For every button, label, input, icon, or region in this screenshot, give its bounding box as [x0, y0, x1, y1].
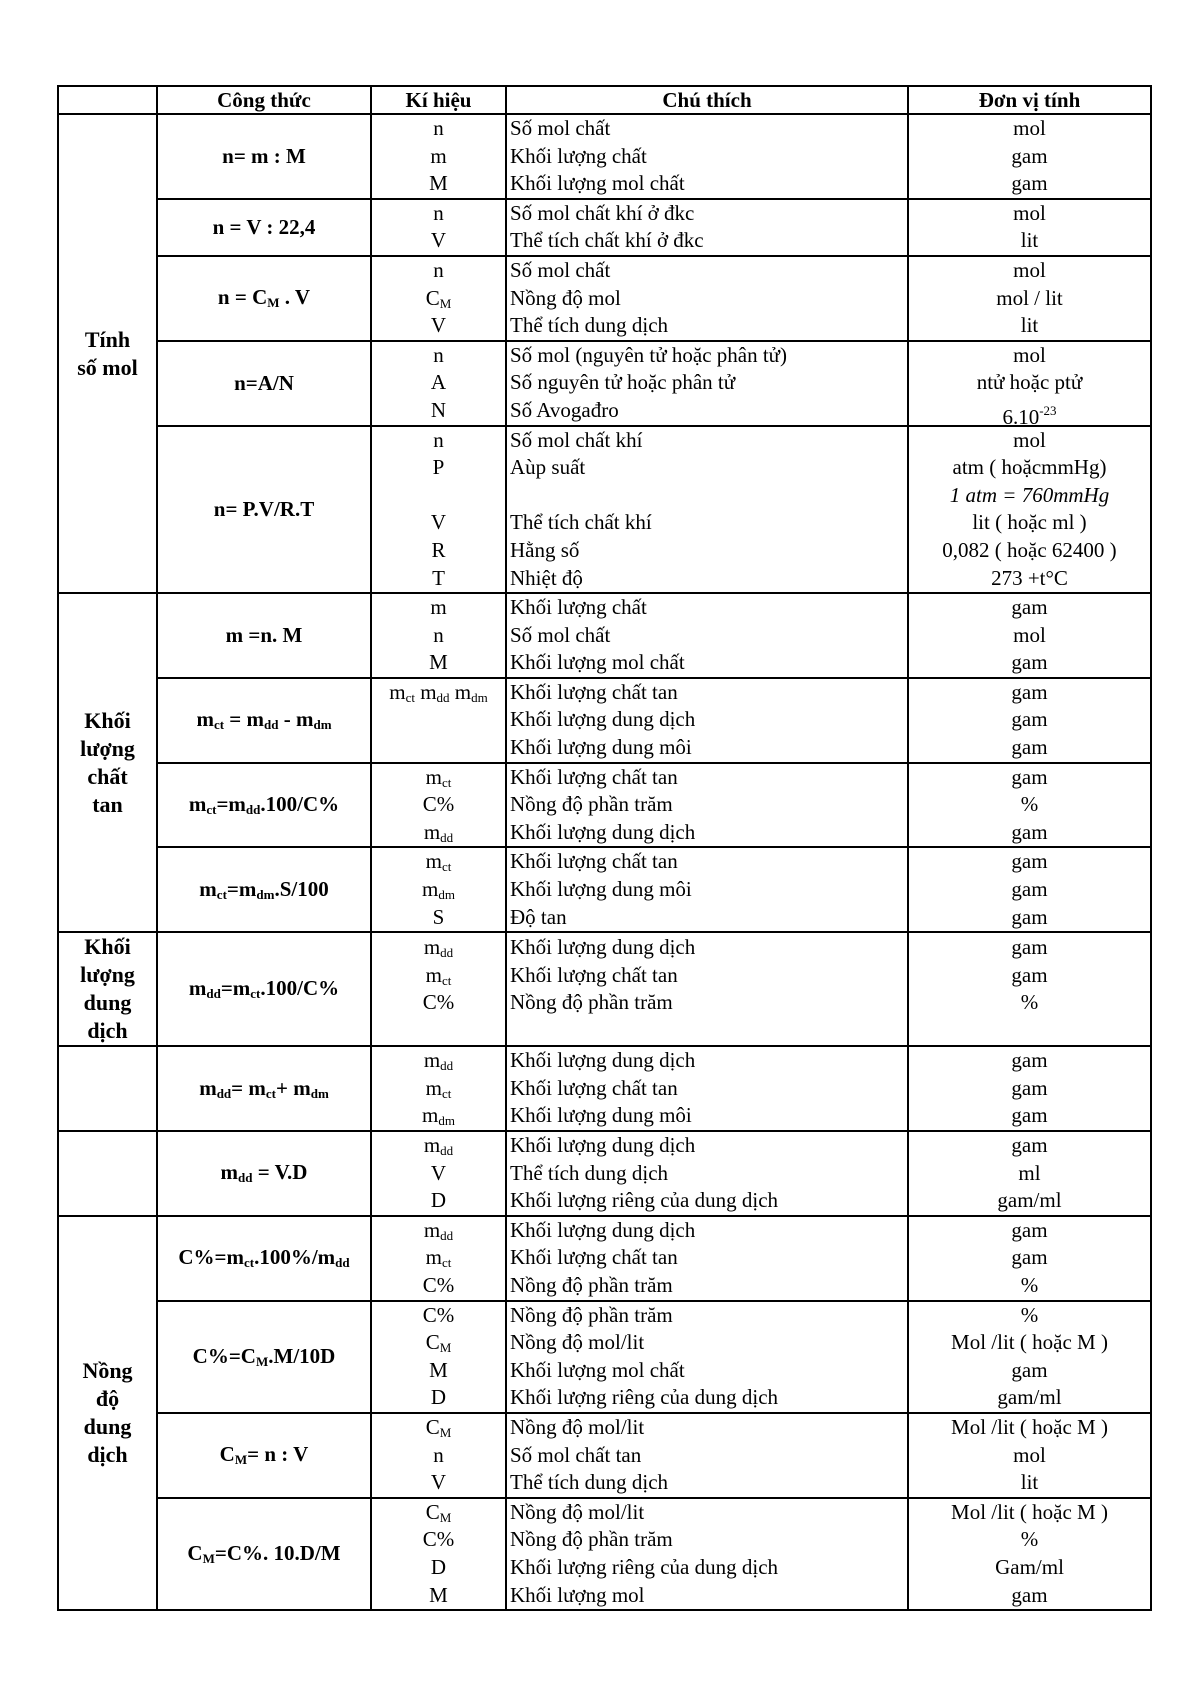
note-line: Khối lượng chất tan: [510, 679, 678, 704]
unit-line: gam: [1011, 1357, 1048, 1382]
note-line: Khối lượng mol chất: [510, 650, 685, 675]
note-line: Khối lượng chất tan: [510, 962, 678, 987]
symbol-line: $m_{ct}$: [425, 1075, 452, 1101]
symbol-line: $m_{dd}$: [423, 1217, 454, 1243]
unit-line: ml: [1018, 1160, 1041, 1185]
section-title: [58, 1131, 157, 1216]
symbol-line: $m_{ct}$: [425, 962, 452, 988]
note-line: Khối lượng chất tan: [510, 1245, 678, 1270]
note-line: Khối lượng mol chất: [510, 1357, 685, 1382]
symbol-line: M: [429, 171, 448, 196]
note-line: Khối lượng riêng của dung dịch: [510, 1188, 779, 1213]
table-row: [58, 593, 1151, 678]
note-cell: [506, 199, 908, 256]
symbol-line: $m_{ct}$ $m_{dd}$ $m_{dm}$: [389, 679, 488, 705]
note-line: Khối lượng dung dịch: [510, 1048, 696, 1073]
symbol-line: $m_{dm}$: [422, 1103, 455, 1129]
note-line: Khối lượng mol: [510, 1582, 645, 1607]
table-body: [58, 114, 1151, 1610]
unit-line: gam: [1011, 171, 1048, 196]
unit-line: mol: [1013, 342, 1046, 367]
unit-line: gam: [1011, 1582, 1048, 1607]
unit-line: gam: [1011, 650, 1048, 675]
note-line: Số mol chất: [510, 257, 611, 282]
unit-line: lit: [1020, 313, 1039, 338]
symbol-line: R: [431, 537, 446, 562]
table-row: [58, 114, 1151, 199]
symbol-line: $m_{dd}$: [423, 1048, 454, 1074]
symbol-cell: [371, 1046, 506, 1131]
section-title: Khối lượng chất tan: [58, 593, 157, 932]
unit-line: mol: [1013, 116, 1046, 140]
unit-line: %: [1020, 1302, 1039, 1327]
note-line: Số mol chất: [510, 116, 611, 140]
note-line: Khối lượng chất: [510, 595, 647, 620]
note-cell: [506, 1131, 908, 1216]
note-line: Khối lượng dung môi: [510, 735, 692, 760]
unit-line: mol: [1013, 1442, 1046, 1467]
note-line: Thể tích dung dịch: [510, 1160, 669, 1185]
note-line: Khối lượng mol chất: [510, 171, 685, 196]
table-row: [58, 1131, 1151, 1216]
unit-line: gam: [1011, 819, 1048, 844]
symbol-line: m: [430, 143, 447, 168]
unit-cell: [908, 1413, 1151, 1498]
section-title: Khối lượng dung dịch: [58, 932, 157, 1046]
symbol-line: P: [432, 455, 445, 480]
symbol-line: $C_M$: [425, 1414, 452, 1440]
unit-line: mol: [1013, 427, 1046, 452]
formula-cell: $m_{ct} = m_{dd} - m_{dm}$: [157, 678, 371, 763]
note-cell: [506, 1498, 908, 1610]
symbol-cell: [371, 426, 506, 594]
unit-line: atm ( hoặcmmHg): [952, 455, 1107, 480]
symbol-line: $m_{ct}$: [425, 1245, 452, 1271]
unit-line: gam: [1011, 595, 1048, 620]
note-cell: [506, 114, 908, 199]
header-cell-formula: Công thức: [157, 86, 371, 114]
note-cell: [506, 341, 908, 426]
symbol-line: m: [430, 595, 447, 620]
unit-line: gam: [1011, 1133, 1048, 1157]
unit-line: %: [1020, 1272, 1039, 1297]
symbol-line: n: [433, 427, 444, 452]
unit-line: 273 +t°C: [991, 565, 1068, 590]
formula-cell: $C_M= n$ : V: [157, 1413, 371, 1498]
note-line: Số mol chất khí ở đkc: [510, 200, 695, 225]
symbol-line: D: [430, 1385, 447, 1410]
header-cell-symbol: Kí hiệu: [371, 86, 506, 114]
note-line: Khối lượng riêng của dung dịch: [510, 1385, 779, 1410]
unit-line: Mol /lit ( hoặc M ): [951, 1414, 1108, 1439]
note-cell: [506, 763, 908, 848]
unit-cell: [908, 763, 1151, 848]
note-line: Thể tích chất khí ở đkc: [510, 228, 704, 253]
symbol-line: n: [433, 257, 444, 282]
symbol-cell: [371, 114, 506, 199]
note-line: Nồng độ mol: [510, 285, 621, 310]
unit-cell: [908, 341, 1151, 426]
unit-line: $6.10^{-23}$: [1002, 402, 1057, 425]
table-row: [58, 1413, 1151, 1498]
note-line: Aùp suất: [510, 455, 586, 480]
symbol-cell: [371, 593, 506, 678]
unit-cell: [908, 593, 1151, 678]
symbol-line: $m_{ct}$: [425, 849, 452, 875]
unit-cell: [908, 256, 1151, 341]
note-line: [507, 482, 907, 510]
note-line: Nồng độ mol/lit: [510, 1414, 645, 1439]
note-line: Số mol chất: [510, 622, 611, 647]
note-line: Khối lượng dung dịch: [510, 935, 696, 960]
note-line: Nồng độ phần trăm: [510, 1302, 673, 1327]
table-row: [58, 1216, 1151, 1301]
formula-cell: $m_{ct}=m_{dd}.100/C\%$: [157, 763, 371, 848]
symbol-line: n: [433, 1442, 444, 1467]
note-line: Nồng độ phần trăm: [510, 792, 673, 817]
unit-line: %: [1020, 792, 1039, 817]
header-cell-note: Chú thích: [506, 86, 908, 114]
symbol-line: n: [433, 116, 444, 140]
symbol-line: M: [429, 650, 448, 675]
symbol-cell: [371, 847, 506, 932]
table-row: [58, 1301, 1151, 1413]
note-line: Khối lượng dung môi: [510, 1103, 692, 1128]
unit-line: Mol /lit ( hoặc M ): [951, 1499, 1108, 1524]
symbol-cell: [371, 932, 506, 1046]
unit-line: gam: [1011, 707, 1048, 732]
table-row: [58, 1046, 1151, 1131]
symbol-line: C%: [422, 990, 455, 1015]
note-line: Thể tích dung dịch: [510, 313, 669, 338]
symbol-line: M: [429, 1582, 448, 1607]
symbol-cell: [371, 1131, 506, 1216]
header-cell-blank: [58, 86, 157, 114]
symbol-line: S: [432, 904, 445, 929]
note-line: Khối lượng chất: [510, 143, 647, 168]
note-line: Khối lượng chất tan: [510, 764, 678, 789]
formula-cell: $m_{dd}= m_{ct}+ m_{dm}$: [157, 1046, 371, 1131]
formula-cell: $n = C_M$ . V: [157, 256, 371, 341]
section-title: Nồng độ dung dịch: [58, 1216, 157, 1610]
note-cell: [506, 1413, 908, 1498]
symbol-line: D: [430, 1188, 447, 1213]
note-line: Nồng độ phần trăm: [510, 1527, 673, 1552]
symbol-line: $m_{dm}$: [422, 877, 455, 903]
symbol-line: V: [430, 1160, 447, 1185]
unit-line: gam: [1011, 1048, 1048, 1073]
symbol-line: C%: [422, 1527, 455, 1552]
note-line: Khối lượng chất tan: [510, 849, 678, 874]
unit-line: gam/ml: [997, 1188, 1062, 1213]
symbol-line: n: [433, 200, 444, 225]
formula-cell: n= m : M: [157, 114, 371, 199]
symbol-line: V: [430, 228, 447, 253]
symbol-line: [372, 482, 505, 510]
symbol-line: n: [433, 342, 444, 367]
note-cell: [506, 593, 908, 678]
unit-line: lit: [1020, 1470, 1039, 1495]
note-cell: [506, 678, 908, 763]
formula-cell: $m_{dd}=m_{ct}.100/C\%$: [157, 932, 371, 1046]
symbol-line: $C_M$: [425, 1499, 452, 1525]
symbol-line: $m_{dd}$: [423, 935, 454, 961]
section-title: Tính số mol: [58, 114, 157, 593]
section-title: [58, 1046, 157, 1131]
note-line: Khối lượng dung môi: [510, 877, 692, 902]
unit-line: mol: [1013, 200, 1046, 225]
table-row: [58, 678, 1151, 763]
symbol-line: N: [430, 397, 447, 422]
unit-line: gam: [1011, 1103, 1048, 1128]
symbol-line: $m_{ct}$: [425, 764, 452, 790]
unit-line: [909, 1017, 1150, 1045]
formula-cell: n = V : 22,4: [157, 199, 371, 256]
note-line: Số mol chất khí: [510, 427, 643, 452]
symbol-line: n: [433, 622, 444, 647]
table-row: [58, 256, 1151, 341]
table-row: [58, 199, 1151, 256]
symbol-line: [372, 1017, 505, 1045]
unit-line: %: [1020, 1527, 1039, 1552]
unit-line: mol / lit: [996, 285, 1063, 310]
formula-cell: $C\%=C_M.M/10D$: [157, 1301, 371, 1413]
note-line: Nồng độ mol/lit: [510, 1499, 645, 1524]
symbol-cell: [371, 1301, 506, 1413]
symbol-line: C%: [422, 1272, 455, 1297]
symbol-cell: [371, 1498, 506, 1610]
symbol-cell: [371, 256, 506, 341]
note-line: Khối lượng dung dịch: [510, 1133, 696, 1157]
symbol-cell: [371, 199, 506, 256]
unit-cell: [908, 1216, 1151, 1301]
table-row: [58, 1498, 1151, 1610]
unit-line: 1 atm = 760mmHg: [949, 482, 1110, 507]
unit-line: gam: [1011, 1245, 1048, 1270]
unit-cell: [908, 1046, 1151, 1131]
unit-line: gam: [1011, 962, 1048, 987]
formula-cell: $C_M=C\%$. 10.D/M: [157, 1498, 371, 1610]
table-row: [58, 763, 1151, 848]
note-cell: [506, 256, 908, 341]
symbol-cell: [371, 1413, 506, 1498]
unit-cell: [908, 1301, 1151, 1413]
table-row: [58, 847, 1151, 932]
note-line: Thể tích dung dịch: [510, 1470, 669, 1495]
unit-cell: [908, 847, 1151, 932]
unit-line: %: [1020, 990, 1039, 1015]
note-line: Khối lượng riêng của dung dịch: [510, 1554, 779, 1579]
formula-cell: $m_{ct}=m_{dm}.S/100$: [157, 847, 371, 932]
note-cell: [506, 1301, 908, 1413]
symbol-line: D: [430, 1554, 447, 1579]
symbol-line: $C_M$: [425, 1330, 452, 1356]
symbol-line: $m_{dd}$: [423, 819, 454, 845]
note-cell: [506, 426, 908, 594]
unit-line: mol: [1013, 622, 1046, 647]
unit-line: gam: [1011, 849, 1048, 874]
note-line: Số nguyên tử hoặc phân tử: [510, 370, 736, 395]
symbol-line: [372, 734, 505, 762]
formula-cell: m =n. M: [157, 593, 371, 678]
unit-line: gam: [1011, 877, 1048, 902]
unit-line: gam: [1011, 735, 1048, 760]
unit-line: gam: [1011, 143, 1048, 168]
symbol-cell: [371, 678, 506, 763]
unit-cell: [908, 1131, 1151, 1216]
note-cell: [506, 932, 908, 1046]
note-cell: [506, 847, 908, 932]
note-cell: [506, 1046, 908, 1131]
unit-line: lit: [1020, 228, 1039, 253]
unit-line: Mol /lit ( hoặc M ): [951, 1330, 1108, 1355]
unit-line: gam/ml: [997, 1385, 1062, 1410]
table-header: [58, 86, 1151, 114]
note-line: Hằng số: [510, 537, 580, 562]
note-line: Khối lượng dung dịch: [510, 707, 696, 732]
note-line: Số Avogađro: [510, 397, 619, 422]
note-line: Số mol chất tan: [510, 1442, 642, 1467]
note-line: Nhiệt độ: [510, 565, 583, 590]
unit-line: Gam/ml: [995, 1554, 1064, 1579]
note-line: Khối lượng dung dịch: [510, 819, 696, 844]
note-cell: [506, 1216, 908, 1301]
symbol-line: T: [432, 565, 445, 590]
symbol-cell: [371, 341, 506, 426]
symbol-line: V: [430, 313, 447, 338]
note-line: Nồng độ phần trăm: [510, 990, 673, 1015]
unit-cell: [908, 114, 1151, 199]
symbol-line: V: [430, 510, 447, 535]
unit-line: gam: [1011, 1075, 1048, 1100]
symbol-line: $m_{dd}$: [423, 1133, 454, 1158]
note-line: Nồng độ mol/lit: [510, 1330, 645, 1355]
unit-line: gam: [1011, 1217, 1048, 1242]
unit-line: gam: [1011, 904, 1048, 929]
formula-sheet: [57, 85, 1150, 1611]
table-row: [58, 932, 1151, 1046]
unit-cell: [908, 199, 1151, 256]
unit-line: ntử hoặc ptử: [976, 370, 1083, 395]
note-line: Độ tan: [510, 904, 567, 929]
unit-cell: [908, 426, 1151, 594]
symbol-line: [372, 706, 505, 734]
symbol-line: M: [429, 1357, 448, 1382]
symbol-line: A: [430, 370, 447, 395]
note-line: Số mol (nguyên tử hoặc phân tử): [510, 342, 788, 367]
formula-table: [57, 85, 1152, 1611]
formula-cell: n= P.V/R.T: [157, 426, 371, 594]
unit-line: lit ( hoặc ml ): [972, 510, 1087, 535]
unit-line: mol: [1013, 257, 1046, 282]
formula-cell: $C\%=m_{ct}.100\%/m_{dd}$: [157, 1216, 371, 1301]
table-row: [58, 341, 1151, 426]
note-line: Thể tích chất khí: [510, 510, 652, 535]
unit-line: 0,082 ( hoặc 62400 ): [942, 537, 1117, 562]
unit-line: gam: [1011, 935, 1048, 960]
symbol-line: V: [430, 1470, 447, 1495]
formula-cell: $m_{dd} = V.D$: [157, 1131, 371, 1216]
table-row: [58, 426, 1151, 594]
unit-line: gam: [1011, 679, 1048, 704]
unit-cell: [908, 932, 1151, 1046]
symbol-line: $C_M$: [425, 285, 452, 311]
symbol-line: C%: [422, 1302, 455, 1327]
symbol-line: C%: [422, 792, 455, 817]
note-line: Khối lượng chất tan: [510, 1075, 678, 1100]
symbol-cell: [371, 1216, 506, 1301]
note-line: [507, 1017, 907, 1045]
unit-line: gam: [1011, 764, 1048, 789]
formula-cell: n=A/N: [157, 341, 371, 426]
symbol-cell: [371, 763, 506, 848]
note-line: Nồng độ phần trăm: [510, 1272, 673, 1297]
note-line: Khối lượng dung dịch: [510, 1217, 696, 1242]
unit-cell: [908, 1498, 1151, 1610]
header-cell-unit: Đơn vị tính: [908, 86, 1151, 114]
unit-cell: [908, 678, 1151, 763]
